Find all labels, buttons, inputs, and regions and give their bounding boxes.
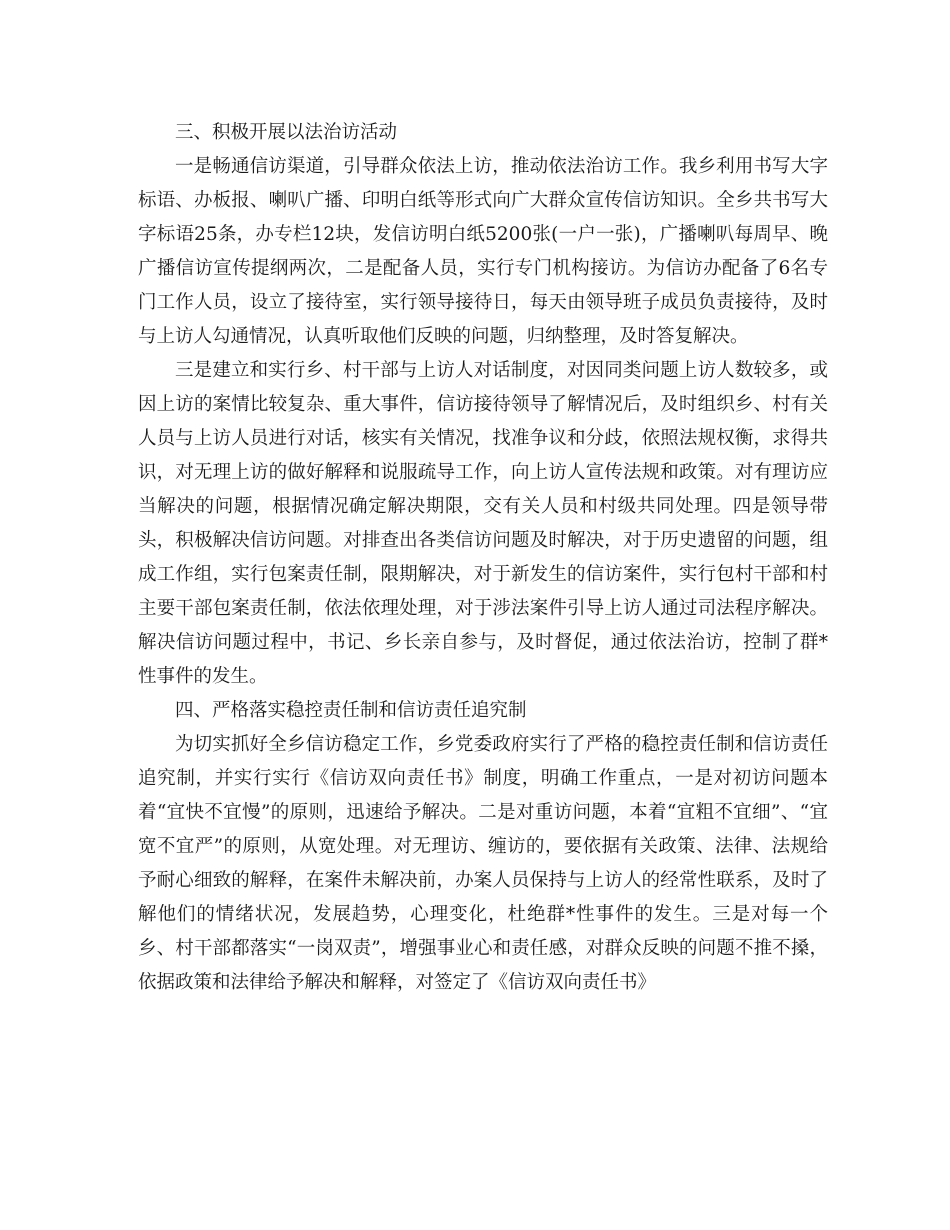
paragraph-petition-channels: 一是畅通信访渠道，引导群众依法上访，推动依法治访工作。我乡利用书写大字标语、办板报、喇叭广播、印明白纸等形式向广大群众宣传信访知识。全乡共书写大字标语25条，办专栏12块，发信访明白纸5200张(一户一张)，广播喇叭每周早、晚广播信访宣传提纲两次，二是配备人员，实行专门机构接访。为信访办配备了6名专门工作人员，设立了接待室，实行领导接待日，每天由领导班子成员负责接待，及时与上访人勾通情况，认真听取他们反映的问题，归纳整理，及时答复解决。 xyxy=(138,156,828,347)
section-heading-4: 四、严格落实稳控责任制和信访责任追究制 xyxy=(175,700,527,721)
paragraph-dialogue-system: 三是建立和实行乡、村干部与上访人对话制度，对因同类问题上访人数较多，或因上访的案情比较复杂、重大事件，信访接待领导了解情况后，及时组织乡、村有关人员与上访人员进行对话，核实有关情况，找准争议和分歧，依照法规权衡，求得共识，对无理上访的做好解释和说服疏导工作，向上访人宣传法规和政策。对有理访应当解决的问题，根据情况确定解决期限，交有关人员和村级共同处理。四是领导带头，积极解决信访问题。对排查出各类信访问题及时解决，对于历史遗留的问题，组成工作组，实行包案责任制，限期解决，对于新发生的信访案件，实行包村干部和村主要干部包案责任制，依法依理处理，对于涉法案件引导上访人通过司法程序解决。解决信访问题过程中，书记、乡长亲自参与，及时督促，通过依法治访，控制了群*性事件的发生。 xyxy=(138,360,828,687)
document-body xyxy=(138,116,828,1000)
paragraph-responsibility-system: 为切实抓好全乡信访稳定工作，乡党委政府实行了严格的稳控责任制和信访责任追究制，并实行实行《信访双向责任书》制度，明确工作重点，一是对初访问题本着“宜快不宜慢”的原则，迅速给予解决。二是对重访问题，本着“宜粗不宜细”、“宜宽不宜严”的原则，从宽处理。对无理访、缠访的，要依据有关政策、法律、法规给予耐心细致的解释，在案件未解决前，办案人员保持与上访人的经常性联系，及时了解他们的情绪状况，发展趋势，心理变化，杜绝群*性事件的发生。三是对每一个乡、村干部都落实“一岗双责”，增强事业心和责任感，对群众反映的问题不推不搡，依据政策和法律给予解决和解释，对签定了《信访双向责任书》 xyxy=(138,734,828,993)
section-heading-3: 三、积极开展以法治访活动 xyxy=(175,122,398,143)
